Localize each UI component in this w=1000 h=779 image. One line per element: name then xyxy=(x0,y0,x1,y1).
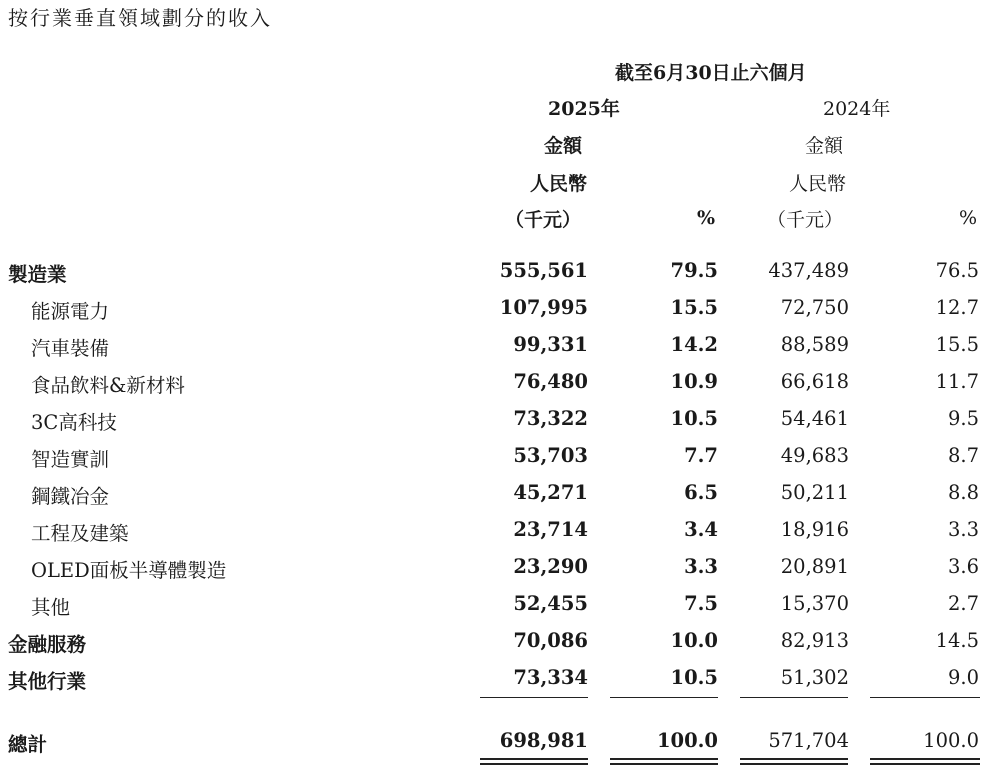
percent-2024: 15.5 xyxy=(935,333,979,356)
percent-2024: 11.7 xyxy=(935,370,979,393)
percent-2025: 10.0 xyxy=(670,629,718,652)
amount-2025: 53,703 xyxy=(513,444,588,467)
percent-2025: 79.5 xyxy=(670,259,718,282)
amount-2024: 72,750 xyxy=(780,296,849,319)
year-2024-header: 2024年 xyxy=(823,98,891,120)
table-row xyxy=(0,400,1000,437)
amount-2025: 23,290 xyxy=(513,555,588,578)
table-row xyxy=(0,252,1000,289)
amount-2025: 107,995 xyxy=(499,296,588,319)
amount-2025: 73,334 xyxy=(513,666,588,689)
total-double-rule-2024-percent xyxy=(870,758,980,765)
amount-2024: 15,370 xyxy=(780,592,849,615)
table-row xyxy=(0,622,1000,659)
percent-label-2025: % xyxy=(697,207,716,229)
amount-2024: 51,302 xyxy=(780,666,849,689)
percent-2025: 10.9 xyxy=(670,370,718,393)
row-label: 鋼鐵冶金 xyxy=(31,485,110,508)
table-row xyxy=(0,659,1000,696)
percent-2024: 3.3 xyxy=(947,518,979,541)
percent-2025: 3.4 xyxy=(684,518,718,541)
row-label: 製造業 xyxy=(8,263,67,286)
subtotal-rule-2025-amount xyxy=(480,697,588,698)
amount-2024: 49,683 xyxy=(780,444,849,467)
total-amount-2025: 698,981 xyxy=(499,729,588,752)
row-label: 3C高科技 xyxy=(31,411,117,434)
percent-label-2024: % xyxy=(959,207,978,229)
amount-2024: 18,916 xyxy=(780,518,849,541)
percent-2025: 10.5 xyxy=(670,666,718,689)
amount-2025: 76,480 xyxy=(513,370,588,393)
row-label: 食品飲料&新材料 xyxy=(31,374,185,397)
year-2025-header: 2025年 xyxy=(548,98,620,120)
percent-2024: 9.5 xyxy=(947,407,979,430)
percent-2025: 7.7 xyxy=(684,444,718,467)
amount-2024: 20,891 xyxy=(780,555,849,578)
total-double-rule-2025-percent xyxy=(610,758,718,765)
row-label: 能源電力 xyxy=(31,300,110,323)
table-row xyxy=(0,585,1000,622)
amount-2024: 82,913 xyxy=(780,629,849,652)
amount-2025: 99,331 xyxy=(513,333,588,356)
unit-label-2024: （千元） xyxy=(767,209,844,231)
amount-2025: 555,561 xyxy=(499,259,588,282)
amount-2025: 23,714 xyxy=(513,518,588,541)
percent-2025: 14.2 xyxy=(670,333,718,356)
percent-2025: 10.5 xyxy=(670,407,718,430)
total-percent-2025: 100.0 xyxy=(656,729,718,752)
table-row xyxy=(0,363,1000,400)
row-label: 其他 xyxy=(31,596,71,619)
table-row xyxy=(0,289,1000,326)
percent-2024: 2.7 xyxy=(947,592,979,615)
amount-2025: 73,322 xyxy=(513,407,588,430)
percent-2024: 8.8 xyxy=(947,481,979,504)
currency-label-2025: 人民幣 xyxy=(530,173,588,195)
amount-2024: 66,618 xyxy=(780,370,849,393)
percent-2024: 9.0 xyxy=(947,666,979,689)
total-amount-2024: 571,704 xyxy=(768,729,849,752)
amount-2024: 54,461 xyxy=(780,407,849,430)
amount-2025: 45,271 xyxy=(513,481,588,504)
subtotal-rule-2025-percent xyxy=(610,697,718,698)
amount-2025: 52,455 xyxy=(513,592,588,615)
row-label: OLED面板半導體製造 xyxy=(31,559,227,582)
row-label: 汽車裝備 xyxy=(31,337,110,360)
period-header: 截至6月30日止六個月 xyxy=(615,62,807,84)
percent-2025: 15.5 xyxy=(670,296,718,319)
table-row xyxy=(0,437,1000,474)
currency-label-2024: 人民幣 xyxy=(789,173,847,195)
total-double-rule-2025-amount xyxy=(480,758,588,765)
row-label: 其他行業 xyxy=(8,670,87,693)
amount-label-2025: 金額 xyxy=(544,135,583,157)
row-label: 工程及建築 xyxy=(31,522,129,545)
percent-2025: 3.3 xyxy=(684,555,718,578)
row-label: 智造實訓 xyxy=(31,448,110,471)
percent-2024: 12.7 xyxy=(935,296,979,319)
table-row xyxy=(0,474,1000,511)
percent-2025: 6.5 xyxy=(684,481,718,504)
total-row xyxy=(0,727,1000,757)
section-heading: 按行業垂直領域劃分的收入 xyxy=(8,6,272,30)
total-double-rule-2024-amount xyxy=(740,758,848,765)
subtotal-rule-2024-amount xyxy=(740,697,848,698)
amount-2024: 437,489 xyxy=(768,259,849,282)
unit-label-2025: （千元） xyxy=(505,209,582,231)
subtotal-rule-2024-percent xyxy=(870,697,980,698)
percent-2024: 8.7 xyxy=(947,444,979,467)
revenue-table xyxy=(0,252,1000,696)
amount-label-2024: 金額 xyxy=(805,135,844,157)
percent-2025: 7.5 xyxy=(684,592,718,615)
percent-2024: 3.6 xyxy=(947,555,979,578)
percent-2024: 14.5 xyxy=(935,629,979,652)
amount-2024: 88,589 xyxy=(780,333,849,356)
total-label: 總計 xyxy=(8,733,48,756)
amount-2024: 50,211 xyxy=(780,481,849,504)
row-label: 金融服務 xyxy=(8,633,87,656)
table-row xyxy=(0,326,1000,363)
table-row xyxy=(0,511,1000,548)
percent-2024: 76.5 xyxy=(935,259,979,282)
total-percent-2024: 100.0 xyxy=(923,729,979,752)
amount-2025: 70,086 xyxy=(513,629,588,652)
table-row xyxy=(0,548,1000,585)
